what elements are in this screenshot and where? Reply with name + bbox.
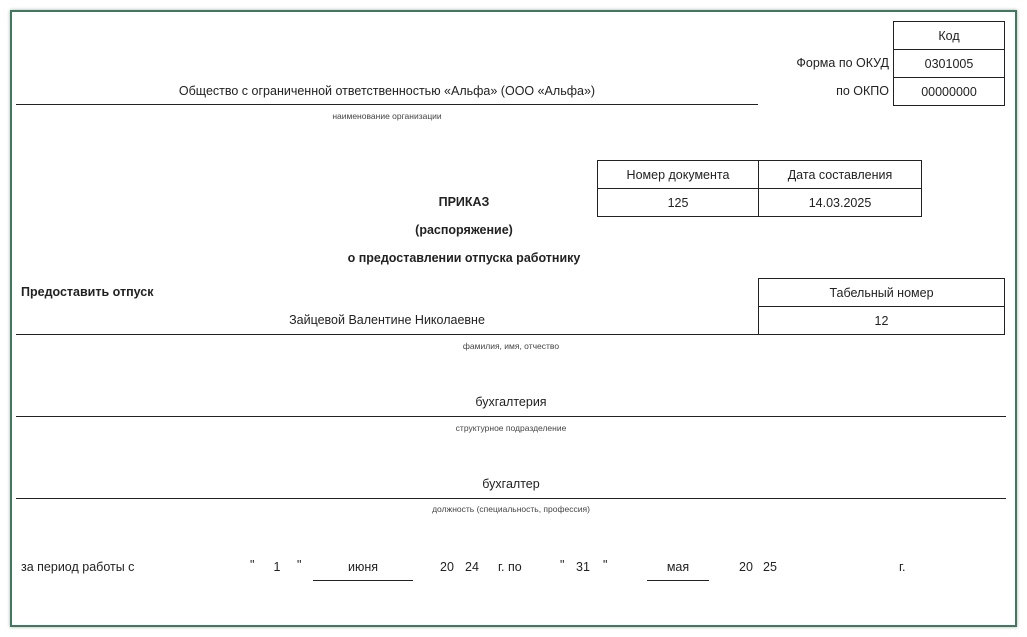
doc-number-value: 125 <box>667 195 689 210</box>
organization-caption: наименование организации <box>332 111 442 121</box>
doc-date-value-cell <box>758 188 922 217</box>
department: бухгалтерия <box>475 395 547 409</box>
to-day-open-quote: " <box>560 558 565 572</box>
doc-number-value-cell <box>597 188 759 217</box>
to-day-close-quote: " <box>603 558 608 572</box>
from-century: 20 <box>440 560 454 574</box>
position: бухгалтер <box>482 477 540 491</box>
year-suffix: г. <box>899 560 906 574</box>
from-month-underline <box>313 580 413 581</box>
okpo-value: 00000000 <box>921 84 977 99</box>
position-underline <box>16 498 1006 499</box>
okpo-label: по ОКПО <box>836 84 889 98</box>
okud-value: 0301005 <box>924 56 974 71</box>
position-caption: должность (специальность, профессия) <box>432 504 590 514</box>
order-subject: о предоставлении отпуска работнику <box>347 251 581 265</box>
employee-name-caption: фамилия, имя, отчество <box>462 341 560 351</box>
to-label: г. по <box>498 560 522 574</box>
department-underline <box>16 416 1006 417</box>
doc-date-header-cell <box>758 160 922 189</box>
organization-name: Общество с ограниченной ответственностью «Альфа» (ООО «Альфа») <box>178 84 596 98</box>
to-century: 20 <box>739 560 753 574</box>
tab-number-header: Табельный номер <box>829 285 934 300</box>
order-subtitle: (распоряжение) <box>415 223 513 237</box>
doc-date-header: Дата составления <box>787 167 893 182</box>
department-caption: структурное подразделение <box>455 423 567 433</box>
from-year: 24 <box>465 560 479 574</box>
doc-date-value: 14.03.2025 <box>808 195 872 210</box>
to-month: мая <box>666 560 690 574</box>
to-month-underline <box>647 580 709 581</box>
doc-number-header-cell <box>597 160 759 189</box>
okpo-value-cell <box>893 77 1005 106</box>
organization-underline <box>16 104 758 105</box>
to-day: 31 <box>576 560 590 574</box>
to-year: 25 <box>763 560 777 574</box>
code-header: Код <box>938 28 960 43</box>
from-day-close-quote: " <box>297 558 302 572</box>
from-month: июня <box>347 560 379 574</box>
grant-label: Предоставить отпуск <box>21 285 154 299</box>
order-title: ПРИКАЗ <box>438 195 490 209</box>
okud-label: Форма по ОКУД <box>796 56 889 70</box>
from-day-open-quote: " <box>250 558 255 572</box>
tab-number-header-cell <box>758 278 1005 307</box>
employee-name: Зайцевой Валентине Николаевне <box>289 313 485 327</box>
period-label: за период работы с <box>21 560 135 574</box>
tab-number-value: 12 <box>874 313 889 328</box>
okud-value-cell <box>893 49 1005 78</box>
employee-name-underline <box>16 334 758 335</box>
tab-number-value-cell <box>758 306 1005 335</box>
from-day: 1 <box>273 560 281 574</box>
doc-number-header: Номер документа <box>626 167 730 182</box>
code-header-cell <box>893 21 1005 50</box>
